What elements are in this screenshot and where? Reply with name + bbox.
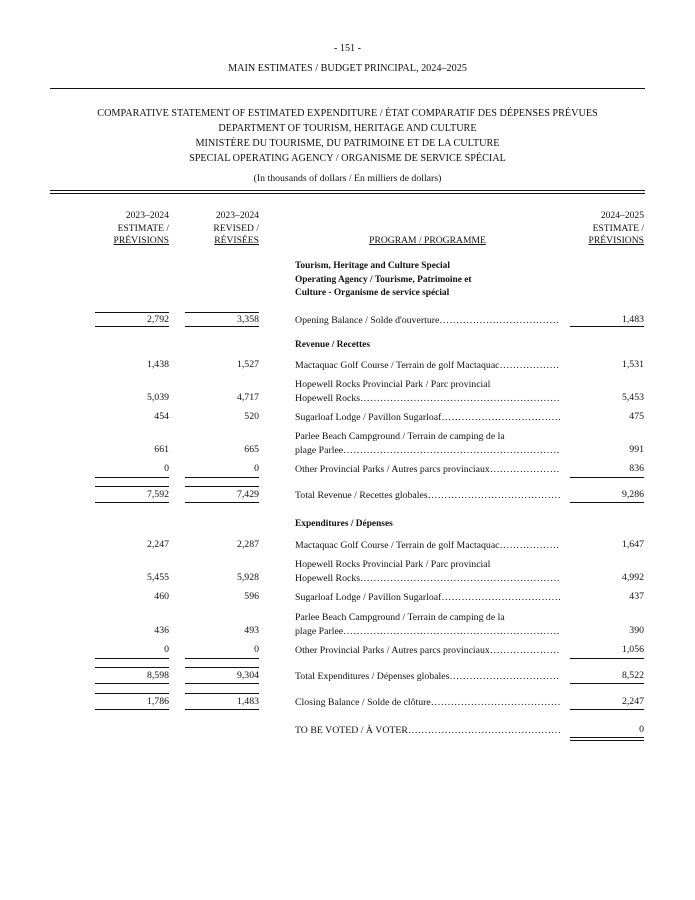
revenue-row-label: Mactaquac Golf Course / Terrain de golf Mactaquac …………………………………………………………………………………………………………………………………… <box>295 359 560 373</box>
to-be-voted-col4: 0 <box>639 724 644 735</box>
section-title: Tourism, Heritage and Culture Special Operating Agency / Tourisme, Patrimoine et Culture - Organisme de service spécial <box>295 261 472 298</box>
expenditure-row-col4: 437 <box>629 591 644 602</box>
rule <box>95 486 169 487</box>
revenue-row-col4: 5,453 <box>621 392 644 403</box>
rule <box>95 683 169 684</box>
revenue-heading: Revenue / Recettes <box>295 340 370 350</box>
revenue-row-col4: 475 <box>629 411 644 422</box>
rule <box>185 683 259 684</box>
rule <box>570 737 644 738</box>
title-rule-top <box>50 190 645 191</box>
expenditure-row-label-line1: Hopewell Rocks Provincial Park / Parc provincial <box>295 559 491 570</box>
expenditure-row-col4: 390 <box>629 625 644 636</box>
opening-col4: 1,483 <box>621 314 644 325</box>
opening-col2: 3,358 <box>236 314 259 325</box>
expenditure-total-label: Total Expenditures / Dépenses globales …………………………………………………………………………………………………………………………………… <box>295 670 560 684</box>
rule <box>570 740 644 741</box>
expenditure-row-col1: 436 <box>154 625 169 636</box>
expenditure-row-col1: 5,455 <box>146 572 169 583</box>
expenditure-row-col1: 2,247 <box>146 539 169 550</box>
revenue-row-col2: 4,717 <box>236 392 259 403</box>
revenue-row-col1: 661 <box>154 444 169 455</box>
page-number: - 151 - <box>333 43 362 54</box>
revenue-total-col2: 7,429 <box>236 489 259 500</box>
expenditure-row-col4: 1,056 <box>621 644 644 655</box>
rule <box>185 312 259 313</box>
rule <box>95 667 169 668</box>
title-rule-bottom <box>50 193 645 194</box>
expenditures-heading: Expenditures / Dépenses <box>295 519 393 529</box>
revenue-row-label: Sugarloaf Lodge / Pavillon Sugarloaf …………………………………………………………………………………………………………………………………… <box>295 411 560 425</box>
running-header: MAIN ESTIMATES / BUDGET PRINCIPAL, 2024–2025 <box>228 63 467 74</box>
rule <box>185 477 259 478</box>
revenue-total-col4: 9,286 <box>621 489 644 500</box>
revenue-row-col4: 1,531 <box>621 359 644 370</box>
col1-header: 2023–2024 ESTIMATE / PRÉVISIONS <box>113 210 169 246</box>
expenditure-row-label: Other Provincial Parks / Autres parcs provinciaux …………………………………………………………………………………………………………………………………… <box>295 644 560 658</box>
revenue-total-label: Total Revenue / Recettes globales …………………………………………………………………………………………………………………………………… <box>295 489 560 503</box>
expenditure-row-label: Mactaquac Golf Course / Terrain de golf Mactaquac …………………………………………………………………………………………………………………………………… <box>295 539 560 553</box>
closing-label: Closing Balance / Solde de clôture …………………………………………………………………………………………………………………………………… <box>295 696 560 710</box>
revenue-row-col2: 665 <box>244 444 259 455</box>
rule <box>185 486 259 487</box>
expenditure-row-label: Hopewell Rocks …………………………………………………………………………………………………………………………………… <box>295 572 560 586</box>
expenditure-total-col2: 9,304 <box>236 670 259 681</box>
revenue-row-label-line1: Hopewell Rocks Provincial Park / Parc provincial <box>295 379 491 390</box>
revenue-total-col1: 7,592 <box>146 489 169 500</box>
rule <box>95 693 169 694</box>
revenue-row-col1: 5,039 <box>146 392 169 403</box>
rule <box>185 658 259 659</box>
title-line-1: COMPARATIVE STATEMENT OF ESTIMATED EXPENDITURE / ÉTAT COMPARATIF DES DÉPENSES PRÉVUES <box>97 108 598 119</box>
rule <box>570 477 644 478</box>
expenditure-row-label-line1: Parlee Beach Campground / Terrain de camping de la <box>295 612 505 623</box>
rule <box>570 709 644 710</box>
rule <box>95 709 169 710</box>
header-rule <box>50 88 645 89</box>
expenditure-row-col1: 0 <box>164 644 169 655</box>
rule <box>185 667 259 668</box>
expenditure-row-col4: 4,992 <box>621 572 644 583</box>
rule <box>95 477 169 478</box>
rule <box>570 683 644 684</box>
expenditure-row-col2: 596 <box>244 591 259 602</box>
expenditure-row-col2: 493 <box>244 625 259 636</box>
rule <box>95 502 169 503</box>
expenditure-row-label: plage Parlee …………………………………………………………………………………………………………………………………… <box>295 625 560 639</box>
revenue-row-col2: 520 <box>244 411 259 422</box>
expenditure-row-col2: 5,928 <box>236 572 259 583</box>
rule <box>185 709 259 710</box>
title-line-4: SPECIAL OPERATING AGENCY / ORGANISME DE SERVICE SPÉCIAL <box>189 153 506 164</box>
col4-header: 2024–2025 ESTIMATE / PRÉVISIONS <box>588 210 644 246</box>
col2-header: 2023–2024 REVISED / RÉVISÉES <box>213 210 259 246</box>
revenue-row-col1: 0 <box>164 463 169 474</box>
closing-col2: 1,483 <box>236 696 259 707</box>
expenditure-row-col2: 2,287 <box>236 539 259 550</box>
revenue-row-col4: 836 <box>629 463 644 474</box>
expenditure-total-col1: 8,598 <box>146 670 169 681</box>
revenue-row-label: plage Parlee …………………………………………………………………………………………………………………………………… <box>295 444 560 458</box>
closing-col4: 2,247 <box>621 696 644 707</box>
rule <box>95 326 169 327</box>
expenditure-row-col4: 1,647 <box>621 539 644 550</box>
revenue-row-label: Other Provincial Parks / Autres parcs provinciaux …………………………………………………………………………………………………………………………………… <box>295 463 560 477</box>
revenue-row-col1: 454 <box>154 411 169 422</box>
rule <box>95 658 169 659</box>
to-be-voted-label: TO BE VOTED / À VOTER …………………………………………………………………………………………………………………………………… <box>295 724 560 738</box>
rule <box>570 502 644 503</box>
revenue-row-col1: 1,438 <box>146 359 169 370</box>
rule <box>185 502 259 503</box>
expenditure-row-col2: 0 <box>254 644 259 655</box>
expenditure-total-col4: 8,522 <box>621 670 644 681</box>
rule <box>185 326 259 327</box>
opening-col1: 2,792 <box>146 314 169 325</box>
title-line-2: DEPARTMENT OF TOURISM, HERITAGE AND CULTURE <box>218 123 477 134</box>
rule <box>570 326 644 327</box>
rule <box>95 312 169 313</box>
expenditure-row-col1: 460 <box>154 591 169 602</box>
closing-col1: 1,786 <box>146 696 169 707</box>
revenue-row-col2: 0 <box>254 463 259 474</box>
revenue-row-col4: 991 <box>629 444 644 455</box>
program-header: PROGRAM / PROGRAMME <box>369 235 486 246</box>
opening-label: Opening Balance / Solde d'ouverture …………………………………………………………………………………………………………………………………… <box>295 314 560 328</box>
rule <box>570 658 644 659</box>
revenue-row-label: Hopewell Rocks …………………………………………………………………………………………………………………………………… <box>295 392 560 406</box>
title-line-3: MINISTÈRE DU TOURISME, DU PATRIMOINE ET DE LA CULTURE <box>195 138 500 149</box>
revenue-row-label-line1: Parlee Beach Campground / Terrain de camping de la <box>295 431 505 442</box>
rule <box>185 693 259 694</box>
revenue-row-col2: 1,527 <box>236 359 259 370</box>
units-note: (In thousands of dollars / En milliers de dollars) <box>253 173 442 184</box>
expenditure-row-label: Sugarloaf Lodge / Pavillon Sugarloaf …………………………………………………………………………………………………………………………………… <box>295 591 560 605</box>
